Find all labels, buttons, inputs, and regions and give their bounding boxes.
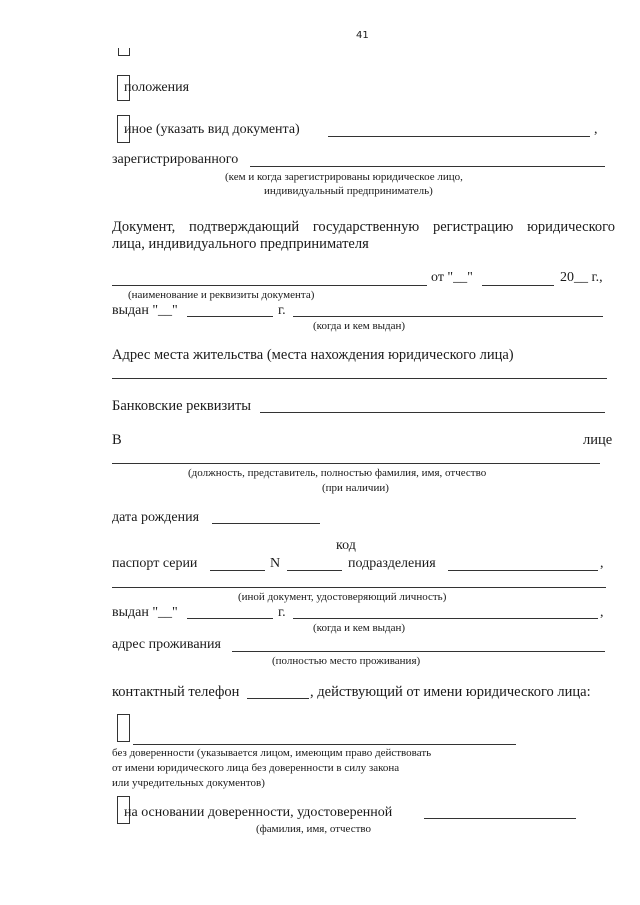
option-inoe-label: иное (указать вид документа) — [124, 122, 300, 137]
page-number: 41 — [356, 30, 369, 41]
power-certified-by-line[interactable] — [424, 818, 576, 819]
litse-label: лице — [583, 432, 613, 448]
no-power-text-1: без доверенности (указывается лицом, имеющим право действовать — [112, 747, 432, 759]
kod-label: код — [336, 538, 356, 553]
reg-doc-name-line[interactable] — [112, 285, 427, 286]
phone-label: контактный телефон — [112, 684, 240, 700]
passport-series-line[interactable] — [210, 570, 265, 571]
passport-issued-label: выдан "__" — [112, 605, 178, 620]
reg-doc-issued-g: г. — [278, 303, 286, 318]
reg-doc-issued-by-line[interactable] — [293, 316, 603, 317]
residence-label: адрес проживания — [112, 637, 221, 652]
podrazd-comma: , — [600, 556, 604, 571]
power-label: на основании доверенности, удостоверенной — [124, 805, 393, 820]
dob-input-line[interactable] — [212, 523, 320, 524]
reg-doc-issued-label: выдан "__" — [112, 303, 178, 318]
acting-label: , действующий от имени юридического лица: — [310, 684, 591, 700]
no-power-text-2: от имени юридического лица без доверенности в силу закона — [112, 762, 400, 774]
reg-doc-name-hint: (наименование и реквизиты документа) — [128, 289, 315, 301]
reg-doc-year-label: 20__ г., — [560, 270, 603, 285]
address-heading: Адрес места жительства (места нахождения юридического лица) — [112, 347, 514, 363]
passport-issued-comma: , — [600, 605, 604, 620]
podrazd-label: подразделения — [348, 556, 436, 571]
fio-hint: (фамилия, имя, отчество — [256, 823, 372, 835]
representative-input-line[interactable] — [112, 463, 600, 464]
residence-input-line[interactable] — [232, 651, 605, 652]
passport-issued-by-line[interactable] — [293, 618, 598, 619]
option-polozheniya-label: положения — [124, 80, 190, 95]
reg-doc-date-label: от "__" — [431, 270, 473, 285]
position-hint-1: (должность, представитель, полностью фамилия, имя, отчество — [188, 467, 487, 479]
bank-input-line[interactable] — [260, 412, 605, 413]
reg-doc-heading-line1: Документ, подтверждающий государственную регистрацию юридического — [112, 219, 615, 235]
bank-label: Банковские реквизиты — [112, 398, 252, 414]
no-power-text-3: или учредительных документов) — [112, 777, 265, 789]
phone-input-line[interactable] — [247, 698, 309, 699]
reg-doc-issued-month-line[interactable] — [187, 316, 273, 317]
passport-issued-month-line[interactable] — [187, 618, 273, 619]
passport-issued-g: г. — [278, 605, 286, 620]
inoe-input-line[interactable] — [328, 136, 590, 137]
registered-label: зарегистрированного — [112, 152, 239, 167]
no-power-input-line[interactable] — [133, 744, 516, 745]
inoe-comma: , — [594, 122, 598, 137]
v-label: В — [112, 432, 122, 448]
checkbox-no-power-of-attorney[interactable] — [117, 714, 130, 742]
passport-n-label: N — [270, 556, 281, 571]
reg-doc-issued-hint: (когда и кем выдан) — [313, 320, 406, 332]
registered-input-line[interactable] — [250, 166, 605, 167]
position-hint-2: (при наличии) — [322, 482, 389, 494]
reg-doc-month-line[interactable] — [482, 285, 554, 286]
other-id-doc-line[interactable] — [112, 587, 606, 588]
other-doc-hint: (иной документ, удостоверяющий личность) — [238, 591, 447, 603]
residence-hint: (полностью место проживания) — [272, 655, 421, 667]
passport-issued-hint: (когда и кем выдан) — [313, 622, 406, 634]
dob-label: дата рождения — [112, 510, 200, 525]
address-input-line[interactable] — [112, 378, 607, 379]
passport-number-line[interactable] — [287, 570, 342, 571]
registered-hint-2: индивидуальный предприниматель) — [264, 185, 433, 197]
passport-label: паспорт серии — [112, 556, 198, 571]
checkbox-partial[interactable] — [118, 48, 130, 56]
podrazd-code-line[interactable] — [448, 570, 598, 571]
reg-doc-heading-line2: лица, индивидуального предпринимателя — [112, 236, 369, 252]
registered-hint-1: (кем и когда зарегистрированы юридическое лицо, — [225, 171, 463, 183]
